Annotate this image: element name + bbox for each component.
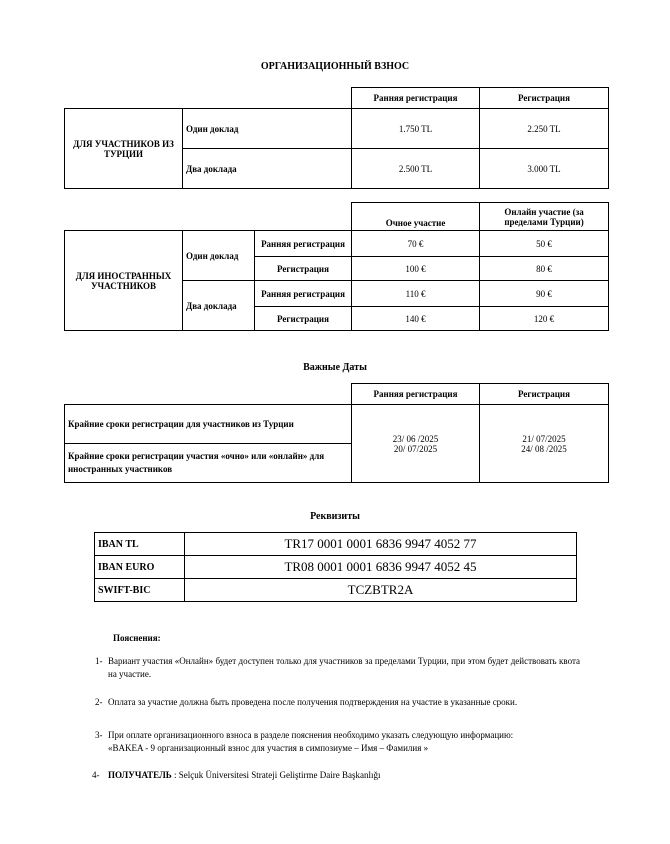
dates-early-2: 20/ 07/2025 <box>393 443 438 454</box>
note-3-text-b: «BAKEA - 9 организационный взнос для участия в симпозиуме – Имя – Фамилия » <box>108 743 429 753</box>
dates-regular-1: 21/ 07/2025 <box>522 433 566 444</box>
note-3-text-a: При оплате организационного взноса в разделе пояснения необходимо указать следующую информацию: <box>108 730 514 740</box>
dates-row-foreign: Крайние сроки регистрации участия «очно» или «онлайн» для иностранных участников <box>65 444 352 483</box>
note-4-label: ПОЛУЧАТЕЛЬ <box>108 770 172 780</box>
note-4-number: 4- <box>92 770 100 780</box>
bank-iban-tl-label: IBAN TL <box>95 533 185 556</box>
foreign-one-regular-online: 80 € <box>480 257 609 281</box>
dates-regular-2: 24/ 08 /2025 <box>521 443 567 454</box>
foreign-one-regular-label: Регистрация <box>255 257 352 281</box>
foreign-one-regular-inperson: 100 € <box>352 257 480 281</box>
foreign-two-regular-inperson: 140 € <box>352 307 480 331</box>
bank-table <box>94 532 577 602</box>
foreign-one-early-inperson: 70 € <box>352 231 480 257</box>
foreign-group-label: ДЛЯ ИНОСТРАННЫХ УЧАСТНИКОВ <box>65 231 183 331</box>
dates-early-cell <box>352 405 480 483</box>
note-4 <box>92 769 580 782</box>
note-3 <box>95 729 580 755</box>
bank-title: Реквизиты <box>310 511 360 522</box>
turkey-col-early: Ранняя регистрация <box>352 88 480 109</box>
turkey-two-talks-regular: 3.000 TL <box>480 149 609 189</box>
turkey-two-talks-label: Два доклада <box>183 149 352 189</box>
foreign-fee-table <box>64 202 609 331</box>
note-1 <box>95 655 580 681</box>
foreign-col-inperson: Очное участие <box>352 203 480 231</box>
foreign-two-early-inperson: 110 € <box>352 281 480 307</box>
note-2-text: Оплата за участие должна быть проведена после получения подтверждения на участие в указанные сроки. <box>108 697 518 707</box>
foreign-two-early-online: 90 € <box>480 281 609 307</box>
turkey-group-label: ДЛЯ УЧАСТНИКОВ ИЗ ТУРЦИИ <box>65 109 183 189</box>
note-1-number: 1- <box>95 656 103 666</box>
dates-title: Важные Даты <box>303 362 367 373</box>
foreign-two-talks-label: Два доклада <box>183 281 255 331</box>
turkey-one-talk-label: Один доклад <box>183 109 352 149</box>
bank-iban-euro-label: IBAN EURO <box>95 556 185 579</box>
note-2 <box>95 696 580 709</box>
notes-title: Пояснения: <box>113 633 161 643</box>
turkey-two-talks-early: 2.500 TL <box>352 149 480 189</box>
foreign-one-talk-label: Один доклад <box>183 231 255 281</box>
fee-title: ОРГАНИЗАЦИОННЫЙ ВЗНОС <box>260 61 410 72</box>
foreign-two-regular-label: Регистрация <box>255 307 352 331</box>
turkey-col-regular: Регистрация <box>480 88 609 109</box>
turkey-one-talk-regular: 2.250 TL <box>480 109 609 149</box>
bank-iban-euro-value: TR08 0001 0001 6836 9947 4052 45 <box>185 556 577 579</box>
dates-row-turkey: Крайние сроки регистрации для участников из Турции <box>65 405 352 444</box>
bank-swift-value: TCZBTR2A <box>185 579 577 602</box>
turkey-one-talk-early: 1.750 TL <box>352 109 480 149</box>
foreign-one-early-online: 50 € <box>480 231 609 257</box>
dates-regular-cell <box>480 405 609 483</box>
note-1-text: Вариант участия «Онлайн» будет доступен только для участников за пределами Турции, при этом будет действовать квота на участие. <box>108 656 580 679</box>
dates-col-early: Ранняя регистрация <box>352 384 480 405</box>
dates-col-regular: Регистрация <box>480 384 609 405</box>
foreign-two-regular-online: 120 € <box>480 307 609 331</box>
note-2-number: 2- <box>95 697 103 707</box>
bank-iban-tl-value: TR17 0001 0001 6836 9947 4052 77 <box>185 533 577 556</box>
note-3-number: 3- <box>95 730 103 740</box>
foreign-col-online: Онлайн участие (за пределами Турции) <box>480 203 609 231</box>
foreign-one-early-label: Ранняя регистрация <box>255 231 352 257</box>
foreign-two-early-label: Ранняя регистрация <box>255 281 352 307</box>
turkey-fee-table <box>64 87 609 189</box>
note-4-value: Selçuk Üniversitesi Strateji Geliştirme Daire Başkanlığı <box>178 770 381 780</box>
dates-table <box>64 383 609 483</box>
note-4-separator: : <box>171 770 179 780</box>
bank-swift-label: SWIFT-BIC <box>95 579 185 602</box>
dates-early-1: 23/ 06 /2025 <box>392 433 439 444</box>
